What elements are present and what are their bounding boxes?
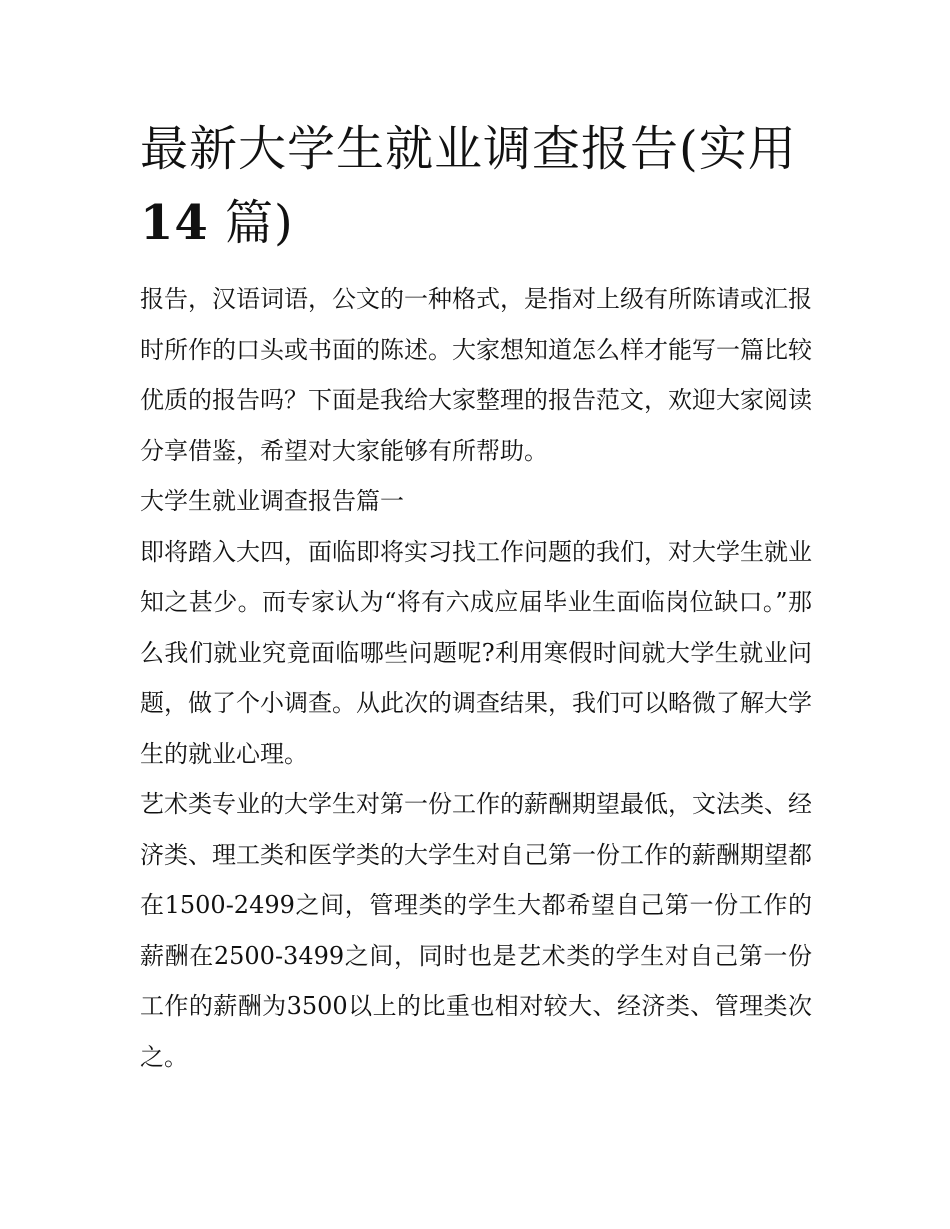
title-number: 14 bbox=[140, 195, 209, 251]
body-paragraph: 即将踏入大四，面临即将实习找工作问题的我们，对大学生就业知之甚少。而专家认为“将有六成应届毕业生面临岗位缺口。”那么我们就业究竟面临哪些问题呢?利用寒假时间就大学生就业问题，做了个小调查。从此次的调查结果，我们可以略微了解大学生的就业心理。 bbox=[140, 537, 812, 768]
document-page bbox=[140, 112, 812, 1082]
title-line-1: 最新大学生就业调查报告(实用 bbox=[140, 121, 797, 177]
intro-paragraph: 报告，汉语词语，公文的一种格式，是指对上级有所陈请或汇报时所作的口头或书面的陈述。大家想知道怎么样才能写一篇比较优质的报告吗？下面是我给大家整理的报告范文，欢迎大家阅读分享借鉴，希望对大家能够有所帮助。 bbox=[140, 285, 812, 465]
section-heading: 大学生就业调查报告篇一 bbox=[140, 487, 404, 515]
document-body bbox=[140, 274, 812, 1082]
document-title bbox=[140, 112, 812, 260]
title-line-2: 篇) bbox=[208, 195, 294, 251]
body-paragraph: 艺术类专业的大学生对第一份工作的薪酬期望最低，文法类、经济类、理工类和医学类的大学生对自己第一份工作的薪酬期望都在1500-2499之间，管理类的学生大都希望自己第一份工作的薪酬在2500-3499之间，同时也是艺术类的学生对自己第一份工作的薪酬为3500以上的比重也相对较大、经济类、管理类次之。 bbox=[140, 790, 812, 1071]
